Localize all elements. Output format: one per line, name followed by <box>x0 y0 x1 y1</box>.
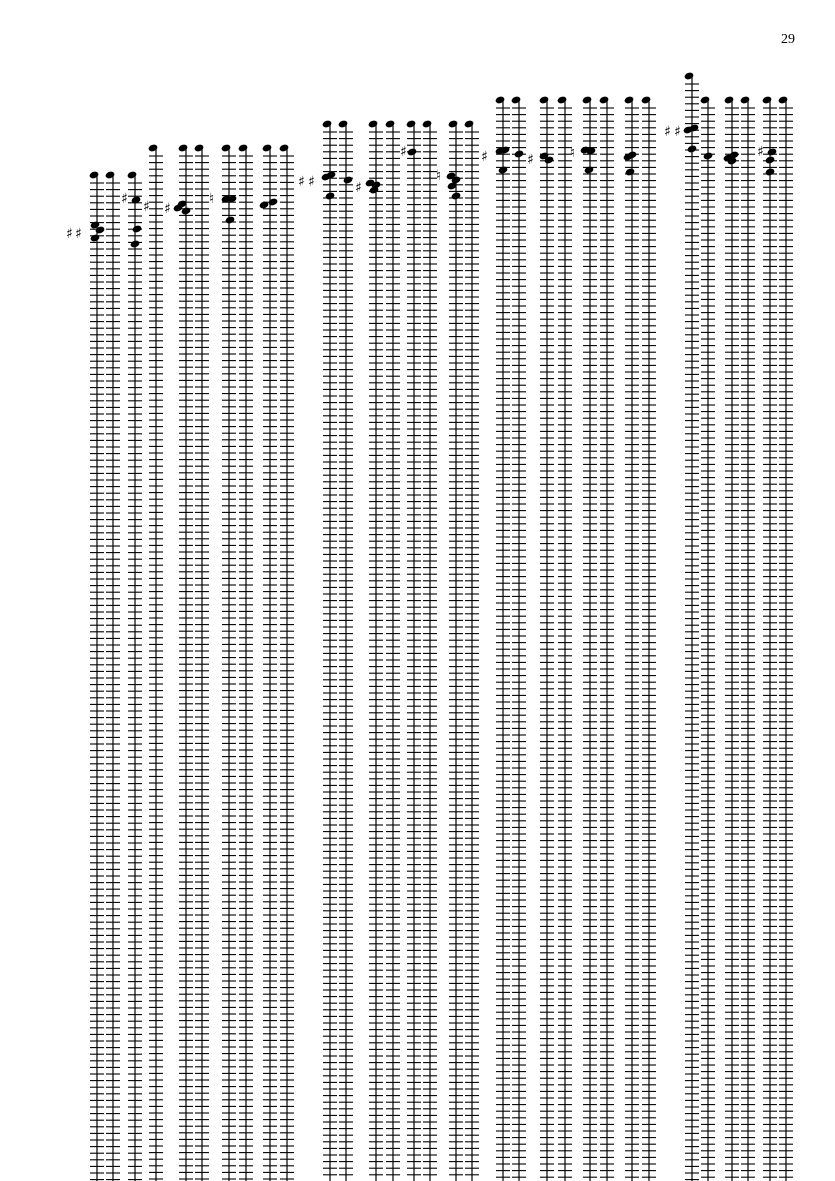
page-number: 29 <box>781 32 795 47</box>
notehead <box>495 95 506 104</box>
notehead <box>641 95 652 104</box>
notehead <box>127 170 138 179</box>
notehead <box>582 95 593 104</box>
notehead <box>338 119 349 128</box>
notehead <box>105 170 116 179</box>
notehead <box>724 95 735 104</box>
notehead <box>194 143 205 152</box>
notehead <box>148 143 159 152</box>
notehead <box>368 119 379 128</box>
notehead <box>448 119 459 128</box>
notehead <box>624 95 635 104</box>
notehead <box>221 143 232 152</box>
notehead <box>464 119 475 128</box>
notehead <box>178 143 189 152</box>
notehead <box>322 119 333 128</box>
notehead <box>700 95 711 104</box>
notehead <box>279 143 290 152</box>
notehead <box>406 119 417 128</box>
notehead <box>599 95 610 104</box>
notehead <box>238 143 249 152</box>
notehead <box>262 143 273 152</box>
notehead <box>684 71 695 80</box>
notehead <box>422 119 433 128</box>
notehead <box>89 170 100 179</box>
notehead <box>539 95 550 104</box>
notehead <box>740 95 751 104</box>
notehead <box>385 119 396 128</box>
notehead <box>511 95 522 104</box>
notehead <box>557 95 568 104</box>
